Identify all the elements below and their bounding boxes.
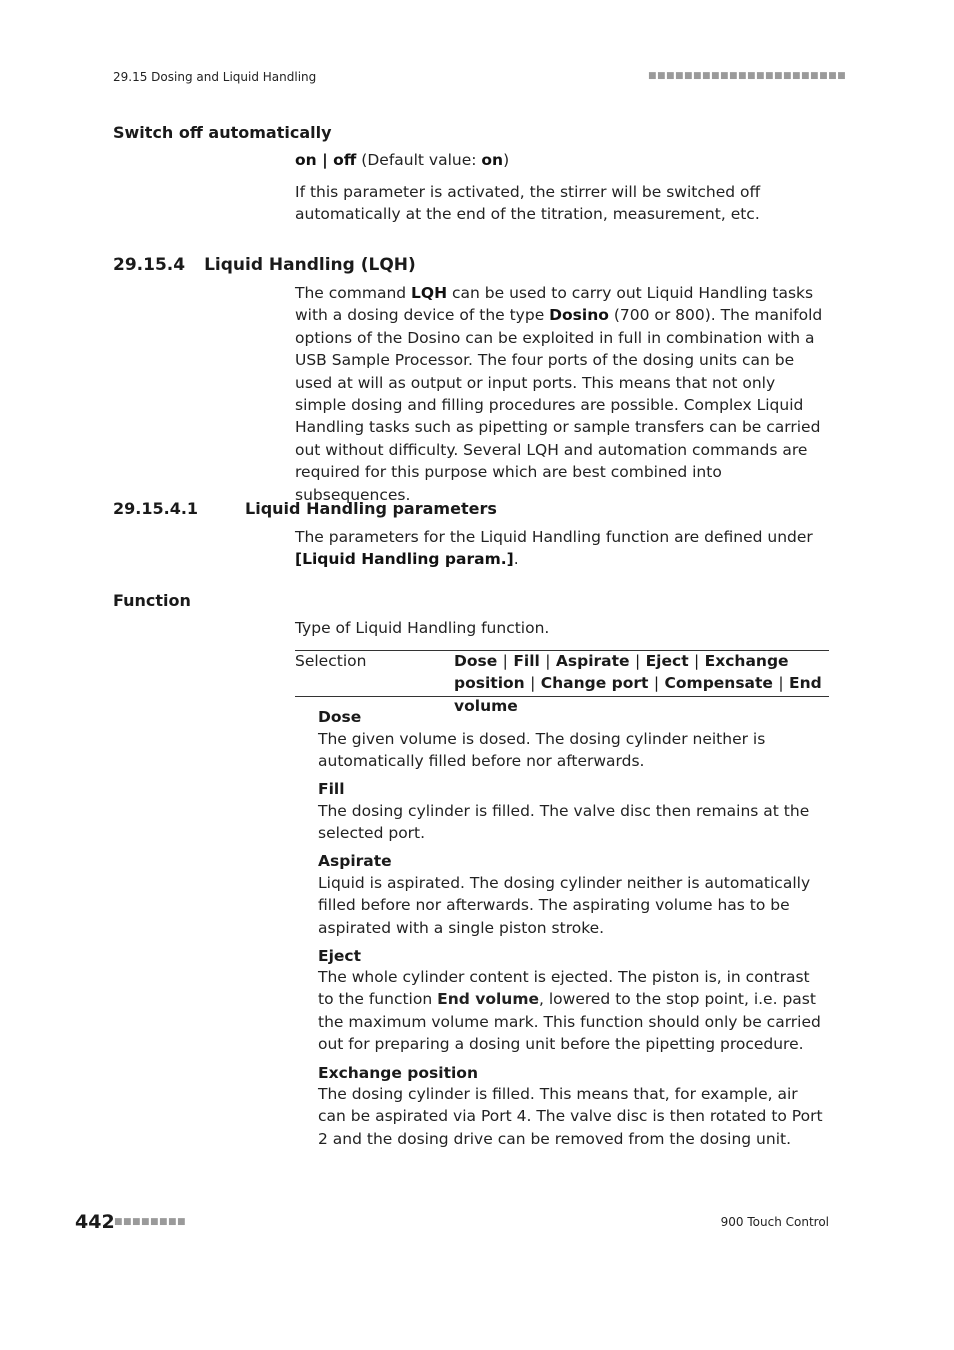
option-eject: Eject xyxy=(645,652,689,670)
footer-product: 900 Touch Control xyxy=(720,1215,829,1229)
header-decoration: ■■■■■■■■■■■■■■■■■■■■■■ xyxy=(648,71,847,81)
param-title-switch-off: Switch off automatically xyxy=(113,123,332,142)
section-heading-291541 xyxy=(113,499,497,518)
option-sep: | xyxy=(634,652,641,670)
option-sep: | xyxy=(545,652,551,670)
param-values-switch-off xyxy=(295,149,829,171)
value-on: on xyxy=(295,151,317,169)
definition-term-eject: Eject xyxy=(318,947,362,965)
text-run: can be used to carry out Liquid Handling tasks with a dosing device of the type xyxy=(295,284,814,325)
option-sep: | xyxy=(778,674,784,693)
definition-term-aspirate: Aspirate xyxy=(318,852,392,870)
default-value: on xyxy=(481,151,504,169)
option-sep: | xyxy=(530,674,536,693)
definition-text-aspirate: Liquid is aspirated. The dosing cylinder neither is automatically filled before nor afterwards. The aspirating volume has to be aspirated with a single piston stroke. xyxy=(318,874,811,937)
option-sep: | xyxy=(653,674,660,693)
definition-text-fill: The dosing cylinder is filled. The valve disc then remains at the selected port. xyxy=(318,802,810,843)
page-number: 442 xyxy=(75,1211,115,1233)
definition-text-eject xyxy=(318,966,829,1056)
value-sep: | xyxy=(316,151,334,169)
table-rule-bottom xyxy=(295,696,829,697)
running-header: 29.15 Dosing and Liquid Handling xyxy=(113,70,317,84)
definition-text-dose: The given volume is dosed. The dosing cylinder neither is automatically filled before nor afterwards. xyxy=(318,730,766,771)
section-paragraph-291541 xyxy=(295,526,829,571)
option-sep: | xyxy=(694,652,700,670)
section-heading-29154 xyxy=(113,255,416,275)
text-run: The parameters for the Liquid Handling function are defined under xyxy=(295,528,813,546)
section-title: Liquid Handling (LQH) xyxy=(204,255,416,275)
param-desc-function: Type of Liquid Handling function. xyxy=(295,619,550,637)
text-run: The whole cylinder content is ejected. The piston is, in contrast to the function xyxy=(318,968,810,1009)
option-dose: Dose xyxy=(454,652,498,670)
option-compensate: Compensate xyxy=(664,674,773,693)
command-lqh: LQH xyxy=(411,284,448,302)
section-paragraph-29154 xyxy=(295,282,829,506)
default-prefix: (Default value: xyxy=(356,151,482,169)
section-number: 29.15.4 xyxy=(113,255,186,275)
definition-term-exchange-position: Exchange position xyxy=(318,1064,478,1082)
option-end-volume: End volume xyxy=(454,674,822,715)
definition-term-fill: Fill xyxy=(318,780,345,798)
text-run: The command xyxy=(295,284,412,302)
section-number: 29.15.4.1 xyxy=(113,499,199,518)
default-suffix: ) xyxy=(503,151,510,169)
definition-term-dose: Dose xyxy=(318,708,362,726)
selection-label: Selection xyxy=(295,652,367,670)
section-title: Liquid Handling parameters xyxy=(245,499,497,518)
option-aspirate: Aspirate xyxy=(555,652,630,670)
text-run: (700 or 800). The manifold options of the Dosino can be exploited in full in combination with a USB Sample Processor. The four ports of the dosing units can be used at will as output or input ports. This means that not only simple dosing and filling procedures are possible. Complex Liquid Handling tasks such as pipetting or sample transfers can be carried out without difficulty. Several LQH and automation commands are required for this purpose which are best combined into subsequences. xyxy=(295,306,823,504)
param-title-function: Function xyxy=(113,591,191,610)
param-desc-switch-off: If this parameter is activated, the stirrer will be switched off automatically at the end of the titration, measurement, etc. xyxy=(295,183,761,224)
function-end-volume: End volume xyxy=(437,990,539,1009)
definition-text-exchange-position: The dosing cylinder is filled. This means that, for example, air can be aspirated via Port 4. The valve disc is then rotated to Port 2 and the dosing drive can be removed from the dosing unit. xyxy=(318,1085,823,1148)
device-dosino: Dosino xyxy=(549,306,609,325)
value-off: off xyxy=(333,151,357,169)
option-exchange-position: Exchange position xyxy=(454,652,789,693)
text-run: , lowered to the stop point, i.e. past the maximum volume mark. This function should only be carried out for preparing a dosing unit before the pipetting procedure. xyxy=(318,990,821,1054)
option-fill: Fill xyxy=(513,652,540,670)
text-run: . xyxy=(513,550,519,569)
option-change-port: Change port xyxy=(540,674,649,693)
menu-path: [Liquid Handling param.] xyxy=(295,550,514,569)
footer-decoration: ■■■■■■■■ xyxy=(114,1217,187,1227)
selection-options xyxy=(454,650,829,717)
option-sep: | xyxy=(502,652,508,670)
